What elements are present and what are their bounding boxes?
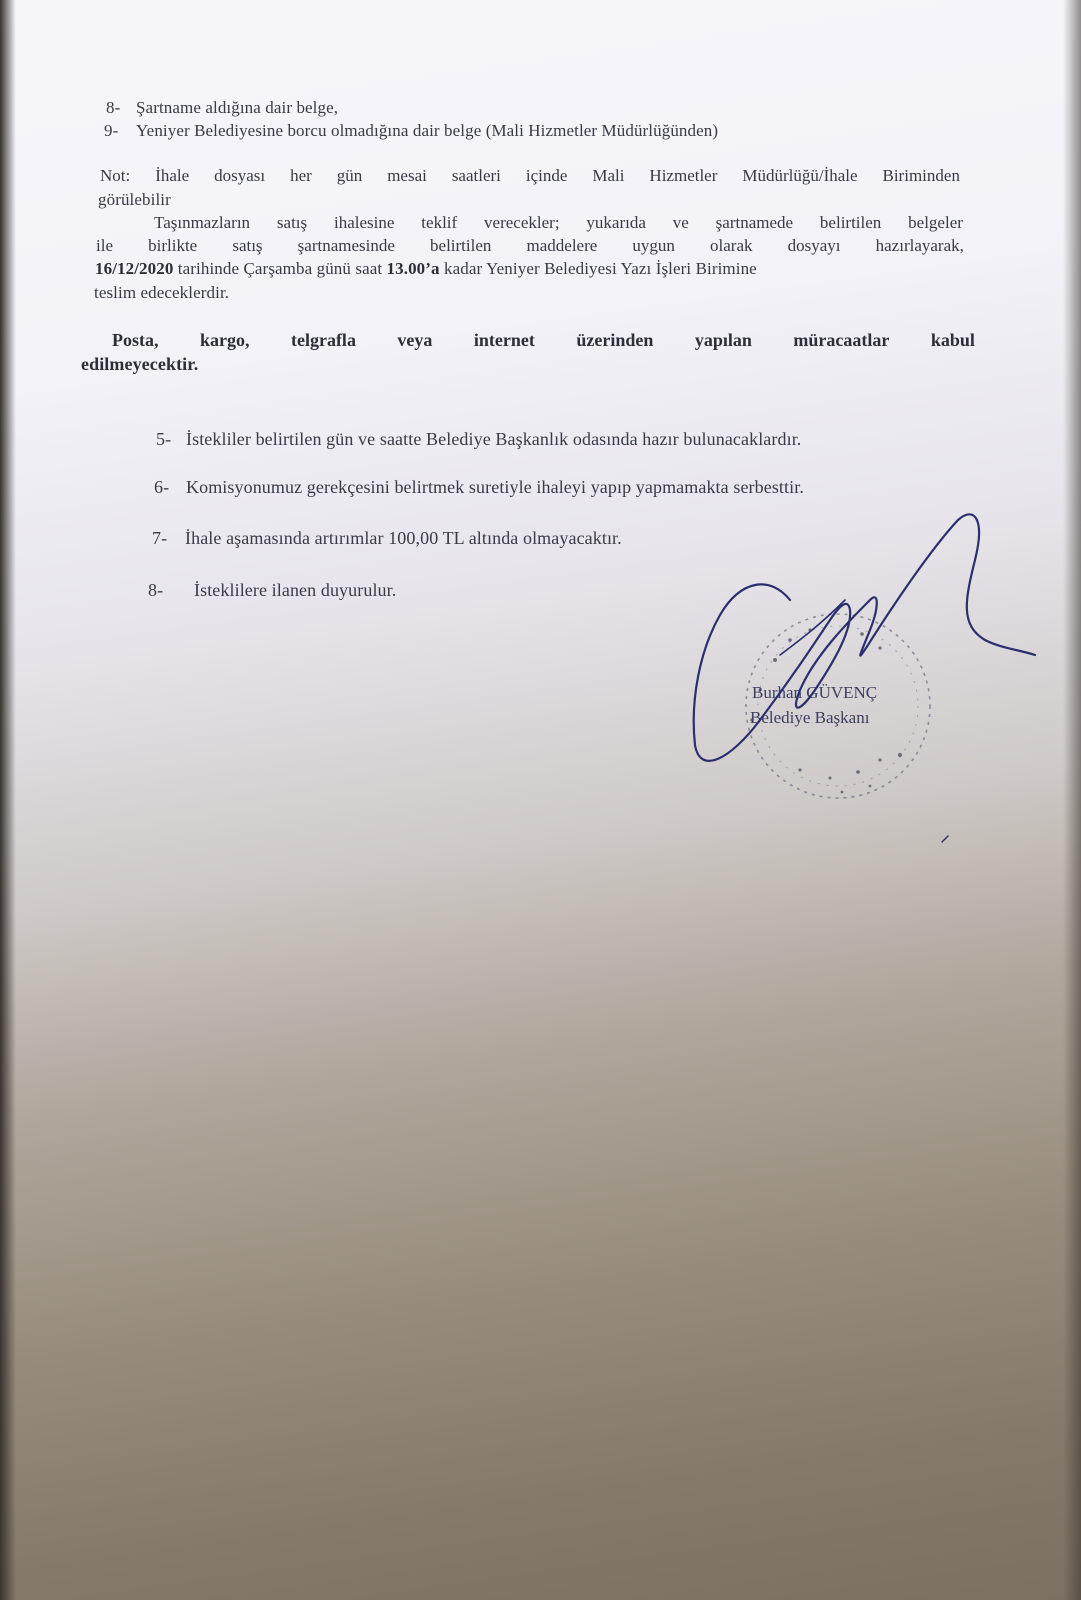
word: ihalesine <box>334 213 395 232</box>
word: verecekler; <box>484 213 560 232</box>
word: Biriminden <box>882 166 960 185</box>
word: dosyası <box>214 166 266 185</box>
word: Posta, <box>112 330 159 350</box>
deadline-end: kadar Yeniyer Belediyesi Yazı İşleri Birimine <box>439 259 757 278</box>
item-number: 8- <box>148 580 164 600</box>
item-number: 9- <box>104 121 119 140</box>
word: şartnamesinde <box>297 236 395 255</box>
word: satış <box>232 236 263 255</box>
item-number: 6- <box>154 477 170 497</box>
word: Hizmetler <box>649 166 718 185</box>
word: belirtilen <box>819 213 882 232</box>
word: üzerinden <box>576 330 654 350</box>
word: olarak <box>710 236 753 255</box>
note-line-2: görülebilir <box>98 190 171 209</box>
word: saatleri <box>451 166 501 185</box>
item-text: İsteklilere ilanen duyurulur. <box>194 580 397 600</box>
paragraph-line-4: teslim edeceklerdir. <box>94 283 230 302</box>
warning-line-2: edilmeyecektir. <box>81 354 199 374</box>
word: uygun <box>632 236 675 255</box>
signatory-name: Burhan GÜVENÇ <box>752 683 878 702</box>
item-text: Şartname aldığına dair belge, <box>136 98 339 117</box>
word: her <box>290 166 312 185</box>
signatory-title: Belediye Başkanı <box>750 708 870 727</box>
item-number: 7- <box>152 528 168 548</box>
word: internet <box>473 330 535 350</box>
word: müracaatlar <box>793 330 890 350</box>
word: ile <box>96 236 113 255</box>
word: içinde <box>525 166 568 185</box>
word: Not: <box>100 166 131 185</box>
word: ve <box>672 213 689 232</box>
word: hazırlayarak, <box>875 236 964 255</box>
word: Taşınmazların <box>154 213 251 232</box>
word: yapılan <box>694 330 752 350</box>
deadline-date: 16/12/2020 <box>95 259 174 278</box>
word: belirtilen <box>430 236 492 255</box>
deadline-time: 13.00’a <box>386 259 440 278</box>
word: belgeler <box>908 213 963 232</box>
word: yukarıda <box>586 213 646 232</box>
word: kargo, <box>199 330 250 350</box>
word: veya <box>397 330 433 350</box>
item-text: Komisyonumuz gerekçesini belirtmek suretiyle ihaleyi yapıp yapmamakta serbesttir. <box>186 477 804 497</box>
word: teklif <box>421 213 458 232</box>
item-number: 8- <box>106 98 121 117</box>
item-text: Yeniyer Belediyesine borcu olmadığına dair belge (Mali Hizmetler Müdürlüğünden) <box>136 121 719 140</box>
item-number: 5- <box>156 429 172 449</box>
word: gün <box>336 166 363 185</box>
deadline-mid: tarihinde Çarşamba günü saat <box>173 259 387 278</box>
word: maddelere <box>526 236 598 255</box>
word: birlikte <box>148 236 198 255</box>
word: satış <box>276 213 308 232</box>
item-text: İhale aşamasında artırımlar 100,00 TL altında olmayacaktır. <box>185 528 622 548</box>
word: dosyayı <box>787 236 841 255</box>
word: Mali <box>592 166 625 185</box>
word: kabul <box>930 330 975 350</box>
word: İhale <box>155 166 190 185</box>
word: şartnamede <box>715 213 794 232</box>
word: mesai <box>387 166 427 185</box>
item-text: İstekliler belirtilen gün ve saatte Belediye Başkanlık odasında hazır bulunacaklardır. <box>186 429 802 449</box>
word: telgrafla <box>290 330 356 350</box>
word: Müdürlüğü/İhale <box>742 166 858 185</box>
